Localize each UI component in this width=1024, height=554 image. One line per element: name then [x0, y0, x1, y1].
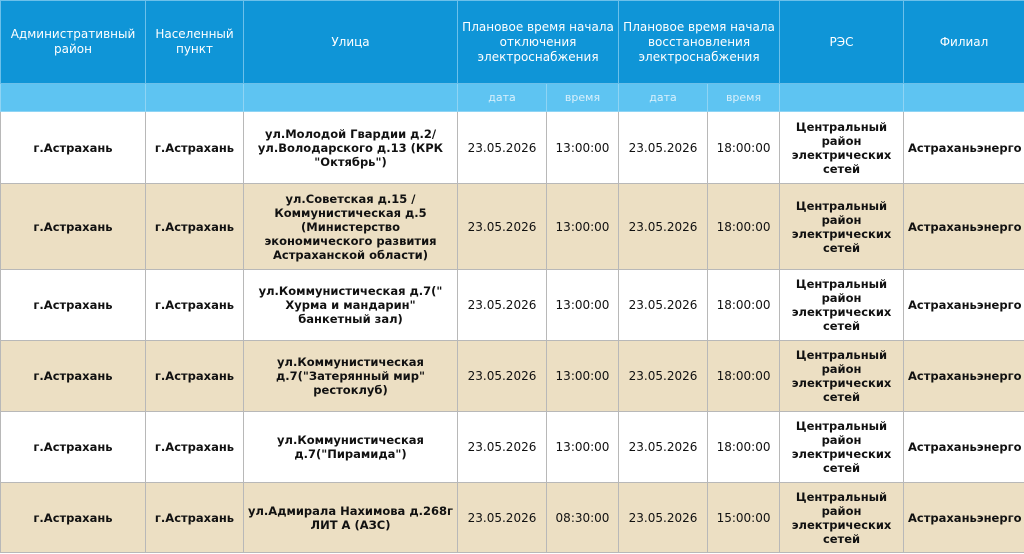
cell-district: г.Астрахань	[1, 270, 146, 341]
cell-res: Центральный район электрических сетей	[780, 184, 904, 270]
cell-off-time: 13:00:00	[547, 270, 619, 341]
header-street: Улица	[244, 1, 458, 84]
cell-branch: Астраханьэнерго	[904, 483, 1024, 553]
subheader-on-time: время	[708, 84, 780, 112]
cell-res: Центральный район электрических сетей	[780, 483, 904, 553]
cell-res: Центральный район электрических сетей	[780, 412, 904, 483]
cell-on-time: 18:00:00	[708, 112, 780, 184]
table-row	[1, 341, 1024, 412]
header-restore-time: Плановое время начала восстановления электроснабжения	[619, 1, 780, 84]
subheader-empty	[780, 84, 904, 112]
subheader-empty	[904, 84, 1024, 112]
subheader-off-time: время	[547, 84, 619, 112]
table-row	[1, 412, 1024, 483]
cell-settlement: г.Астрахань	[146, 412, 244, 483]
cell-off-time: 13:00:00	[547, 112, 619, 184]
subheader-empty	[1, 84, 146, 112]
subheader-on-date: дата	[619, 84, 708, 112]
cell-street: ул.Адмирала Нахимова д.268г ЛИТ А (АЗС)	[244, 483, 458, 553]
header-off-time: Плановое время начала отключения электроснабжения	[458, 1, 619, 84]
cell-off-time: 13:00:00	[547, 412, 619, 483]
cell-off-date: 23.05.2026	[458, 112, 547, 184]
table-row	[1, 184, 1024, 270]
cell-branch: Астраханьэнерго	[904, 341, 1024, 412]
cell-street: ул.Молодой Гвардии д.2/ ул.Володарского д.13 (КРК "Октябрь")	[244, 112, 458, 184]
cell-street: ул.Коммунистическая д.7(" Хурма и мандарин" банкетный зал)	[244, 270, 458, 341]
cell-settlement: г.Астрахань	[146, 341, 244, 412]
subheader-row	[1, 84, 1024, 112]
header-row	[1, 1, 1024, 84]
cell-off-date: 23.05.2026	[458, 483, 547, 553]
cell-district: г.Астрахань	[1, 184, 146, 270]
cell-on-time: 18:00:00	[708, 184, 780, 270]
header-res: РЭС	[780, 1, 904, 84]
cell-settlement: г.Астрахань	[146, 112, 244, 184]
cell-branch: Астраханьэнерго	[904, 184, 1024, 270]
cell-off-time: 13:00:00	[547, 184, 619, 270]
cell-res: Центральный район электрических сетей	[780, 341, 904, 412]
cell-off-time: 13:00:00	[547, 341, 619, 412]
cell-settlement: г.Астрахань	[146, 184, 244, 270]
cell-street: ул.Коммунистическая д.7("Пирамида")	[244, 412, 458, 483]
cell-street: ул.Коммунистическая д.7("Затерянный мир" рестоклуб)	[244, 341, 458, 412]
cell-branch: Астраханьэнерго	[904, 412, 1024, 483]
cell-street: ул.Советская д.15 / Коммунистическая д.5 (Министерство экономического развития Астраханской области)	[244, 184, 458, 270]
cell-district: г.Астрахань	[1, 483, 146, 553]
cell-district: г.Астрахань	[1, 412, 146, 483]
cell-on-date: 23.05.2026	[619, 341, 708, 412]
subheader-off-date: дата	[458, 84, 547, 112]
cell-on-date: 23.05.2026	[619, 184, 708, 270]
table-row	[1, 112, 1024, 184]
cell-on-time: 18:00:00	[708, 412, 780, 483]
header-branch: Филиал	[904, 1, 1024, 84]
cell-res: Центральный район электрических сетей	[780, 112, 904, 184]
cell-off-date: 23.05.2026	[458, 270, 547, 341]
cell-district: г.Астрахань	[1, 112, 146, 184]
cell-settlement: г.Астрахань	[146, 483, 244, 553]
cell-on-date: 23.05.2026	[619, 483, 708, 553]
cell-off-date: 23.05.2026	[458, 412, 547, 483]
cell-off-date: 23.05.2026	[458, 341, 547, 412]
cell-settlement: г.Астрахань	[146, 270, 244, 341]
subheader-empty	[146, 84, 244, 112]
cell-branch: Астраханьэнерго	[904, 270, 1024, 341]
header-district: Административный район	[1, 1, 146, 84]
header-settlement: Населенный пункт	[146, 1, 244, 84]
cell-branch: Астраханьэнерго	[904, 112, 1024, 184]
cell-on-date: 23.05.2026	[619, 412, 708, 483]
cell-on-time: 18:00:00	[708, 341, 780, 412]
cell-off-date: 23.05.2026	[458, 184, 547, 270]
table-row	[1, 483, 1024, 553]
cell-on-time: 18:00:00	[708, 270, 780, 341]
subheader-empty	[244, 84, 458, 112]
cell-on-time: 15:00:00	[708, 483, 780, 553]
cell-off-time: 08:30:00	[547, 483, 619, 553]
cell-on-date: 23.05.2026	[619, 112, 708, 184]
cell-district: г.Астрахань	[1, 341, 146, 412]
cell-res: Центральный район электрических сетей	[780, 270, 904, 341]
cell-on-date: 23.05.2026	[619, 270, 708, 341]
table-row	[1, 270, 1024, 341]
